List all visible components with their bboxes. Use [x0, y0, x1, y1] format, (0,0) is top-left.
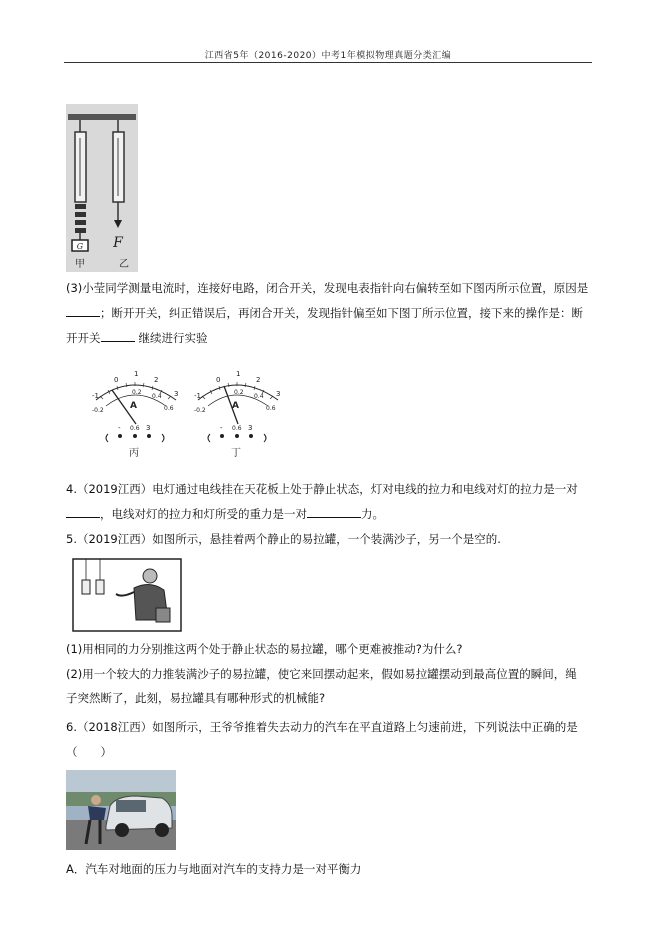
q3-line1: (3)小莹同学测量电流时，连接好电路，闭合开关，发现电表指针向右偏转至如下图丙所示位置，原因是	[66, 281, 589, 295]
q5-sub2-line1: (2)用一个较大的力推装满沙子的易拉罐，使它来回摆动起来，假如易拉罐摆动到最高位置的瞬间，绳	[66, 667, 577, 681]
outer-2-label: 2	[154, 376, 159, 384]
terminal-neg: -	[118, 424, 121, 432]
outer-3-label: 3	[174, 390, 179, 398]
unit-label: A	[130, 401, 137, 411]
ammeter-figures	[84, 362, 294, 462]
inner-3-label: 0.6	[164, 405, 174, 412]
terminal-neg: -	[220, 424, 223, 432]
ammeter-ding	[194, 370, 280, 459]
ammeter-bing	[92, 370, 178, 459]
inner-1-label: 0.2	[234, 389, 244, 396]
q4-blank-1[interactable]	[66, 506, 100, 518]
car-push-figure	[66, 770, 176, 850]
label-jia: 甲	[75, 259, 85, 270]
force-label: F	[113, 235, 123, 251]
q3-line2: ；断开开关，纠正错误后，再闭合开关，发现指针偏至如下图丁所示位置，接下来的操作是：断	[66, 305, 583, 321]
neg-outer-label: -1	[194, 392, 201, 400]
inner-1-label: 0.2	[132, 389, 142, 396]
q3-blank-1[interactable]	[66, 305, 100, 317]
inner-2-label: 0.4	[254, 393, 264, 400]
terminal-3: 3	[248, 424, 253, 432]
outer-1-label: 1	[236, 370, 241, 378]
unit-label: A	[232, 401, 239, 411]
header-rule	[64, 62, 592, 63]
terminal-06: 0.6	[232, 425, 242, 432]
spring-scales-figure	[66, 104, 138, 272]
q6-line1: 6.（2018江西）如图所示，王爷爷推着失去动力的汽车在平直道路上匀速前进，下列说法中正确的是	[66, 720, 578, 734]
q3-line3: 开开关 继续进行实验	[66, 331, 208, 345]
outer-3-label: 3	[276, 390, 281, 398]
neg-inner-label: -0.2	[194, 407, 206, 414]
q5-sub2-line2: 子突然断了，此刻，易拉罐具有哪种形式的机械能?	[66, 691, 326, 705]
q5-line1: 5.（2019江西）如图所示，悬挂着两个静止的易拉罐，一个装满沙子，另一个是空的.	[66, 532, 501, 546]
outer-0-label: 0	[114, 376, 119, 384]
label-yi: 乙	[119, 259, 129, 270]
caption-bing: 丙	[129, 448, 139, 459]
q6-option-a[interactable]: A．汽车对地面的压力与地面对汽车的支持力是一对平衡力	[66, 862, 362, 876]
q3-blank-2[interactable]	[101, 330, 135, 342]
neg-inner-label: -0.2	[92, 407, 104, 414]
caption-ding: 丁	[231, 448, 241, 459]
terminal-3: 3	[146, 424, 151, 432]
q4-blank-2[interactable]	[307, 506, 361, 518]
cans-figure	[72, 558, 182, 632]
terminal-06: 0.6	[130, 425, 140, 432]
outer-0-label: 0	[216, 376, 221, 384]
q4-line1: 4.（2019江西）电灯通过电线挂在天花板上处于静止状态，灯对电线的拉力和电线对灯的拉力是一对	[66, 482, 578, 496]
box-label: G	[76, 242, 84, 251]
header-title: 江西省5年（2016-2020）中考1年模拟物理真题分类汇编	[204, 51, 452, 61]
outer-2-label: 2	[256, 376, 261, 384]
q6-paren: （ ）	[66, 745, 112, 759]
q4-line2: ，电线对灯的拉力和灯所受的重力是一对 力。	[66, 506, 384, 522]
q5-sub1: (1)用相同的力分别推这两个处于静止状态的易拉罐，哪个更难被推动?为什么?	[66, 642, 463, 656]
inner-3-label: 0.6	[266, 405, 276, 412]
inner-2-label: 0.4	[152, 393, 162, 400]
neg-outer-label: -1	[92, 392, 99, 400]
outer-1-label: 1	[134, 370, 139, 378]
